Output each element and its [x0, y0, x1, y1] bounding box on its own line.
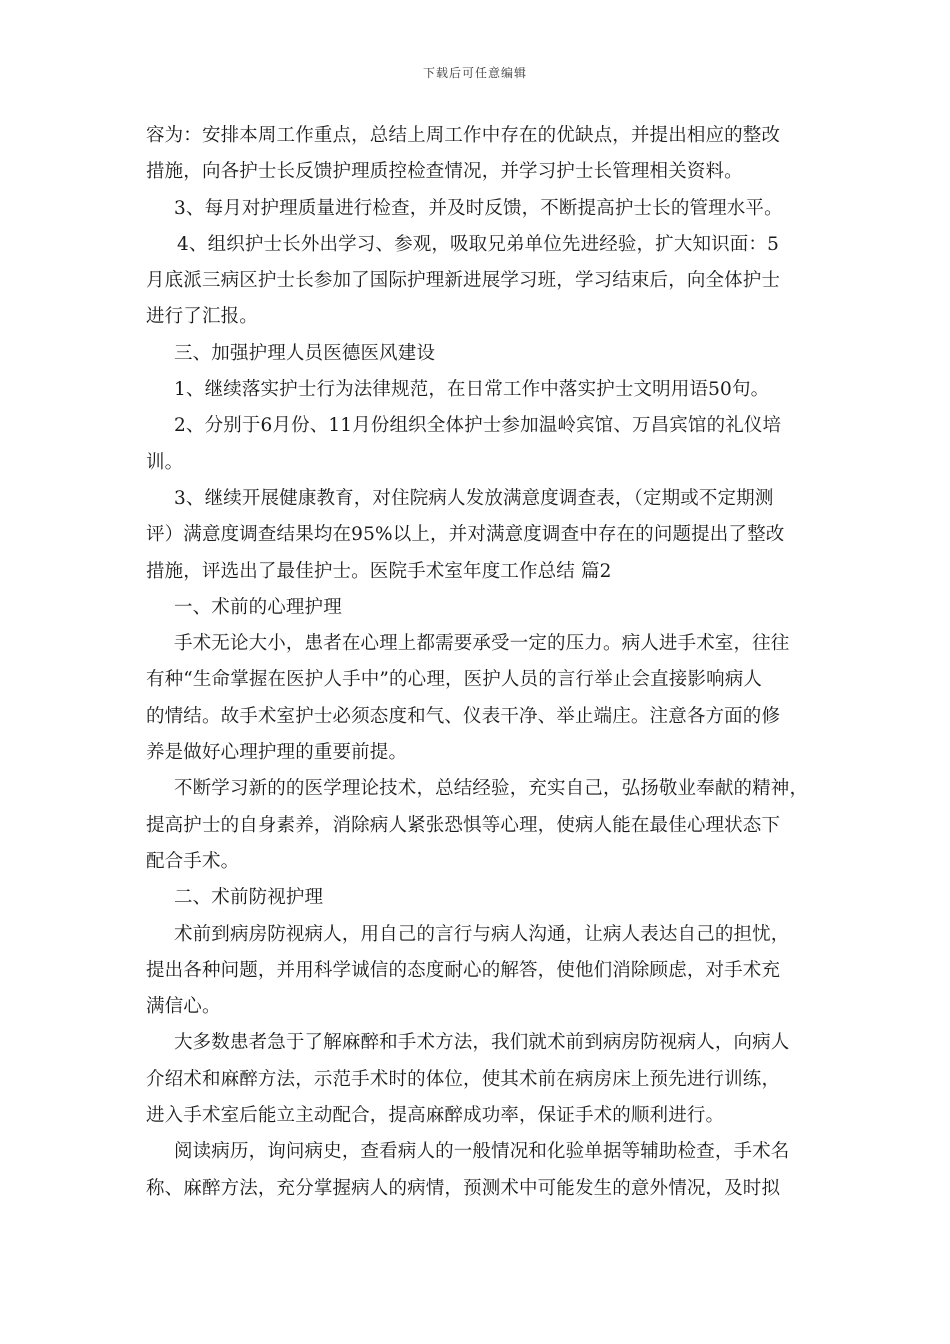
text-line: 的情结。故手术室护士必须态度和气、仪表干净、举止端庄。注意各方面的修 — [146, 705, 781, 727]
text-line: 阅读病历，询问病史，查看病人的一般情况和化验单据等辅助检查，手术名 — [174, 1141, 790, 1163]
text-line: 4、组织护士长外出学习、参观，吸取兄弟单位先进经验，扩大知识面：5 — [177, 233, 779, 255]
text-line: 训。 — [146, 451, 184, 473]
text-line: 养是做好心理护理的重要前提。 — [146, 742, 408, 764]
text-line: 介绍术和麻醉方法，示范手术时的体位，使其术前在病房床上预先进行训练， — [146, 1068, 781, 1090]
text-line: 配合手术。 — [146, 850, 240, 872]
text-line: 进入手术室后能立主动配合，提高麻醉成功率，保证手术的顺利进行。 — [146, 1105, 725, 1127]
text-line: 1、继续落实护士行为法律规范，在日常工作中落实护士文明用语50句。 — [174, 379, 770, 401]
text-line: 容为：安排本周工作重点，总结上周工作中存在的优缺点，并提出相应的整改 — [146, 125, 781, 146]
text-line: 称、麻醉方法，充分掌握病人的病情，预测术中可能发生的意外情况，及时拟 — [146, 1177, 781, 1199]
text-line: 满信心。 — [146, 996, 221, 1018]
page-header: 下载后可任意编辑 — [422, 66, 527, 80]
text-line: 月底派三病区护士长参加了国际护理新进展学习班，学习结束后，向全体护士 — [146, 270, 781, 292]
text-line: 不断学习新的的医学理论技术，总结经验，充实自己，弘扬敬业奉献的精神， — [174, 778, 809, 800]
document-body — [146, 118, 814, 1207]
text-line: 提出各种问题，并用科学诚信的态度耐心的解答，使他们消除顾虑，对手术充 — [146, 959, 781, 981]
text-line: 措施，评选出了最佳护士。医院手术室年度工作总结 篇2 — [146, 560, 612, 582]
text-line: 三、加强护理人员医德医风建设 — [174, 342, 436, 364]
text-line: 一、术前的心理护理 — [174, 596, 342, 618]
text-line: 3、每月对护理质量进行检查，并及时反馈，不断提高护士长的管理水平。 — [174, 197, 783, 219]
text-line: 有种“生命掌握在医护人手中”的心理，医护人员的言行举止会直接影响病人 — [146, 669, 763, 691]
text-line: 手术无论大小，患者在心理上都需要承受一定的压力。病人进手术室，往往 — [174, 633, 790, 655]
text-line: 提高护士的自身素养，消除病人紧张恐惧等心理，使病人能在最佳心理状态下 — [146, 814, 781, 836]
text-line: 术前到病房防视病人，用自己的言行与病人沟通，让病人表达自己的担忧， — [174, 923, 790, 945]
text-line: 大多数患者急于了解麻醉和手术方法，我们就术前到病房防视病人，向病人 — [174, 1032, 790, 1054]
text-line: 3、继续开展健康教育，对住院病人发放满意度调查表，（定期或不定期测 — [174, 487, 774, 509]
text-line: 2、分别于6月份、11月份组织全体护士参加温岭宾馆、万昌宾馆的礼仪培 — [174, 415, 782, 437]
text-line: 二、术前防视护理 — [174, 887, 324, 909]
text-line: 评）满意度调查结果均在95%以上，并对满意度调查中存在的问题提出了整改 — [146, 524, 785, 546]
text-line: 进行了汇报。 — [146, 306, 258, 328]
text-line: 措施，向各护士长反馈护理质控检查情况，并学习护士长管理相关资料。 — [146, 161, 743, 183]
